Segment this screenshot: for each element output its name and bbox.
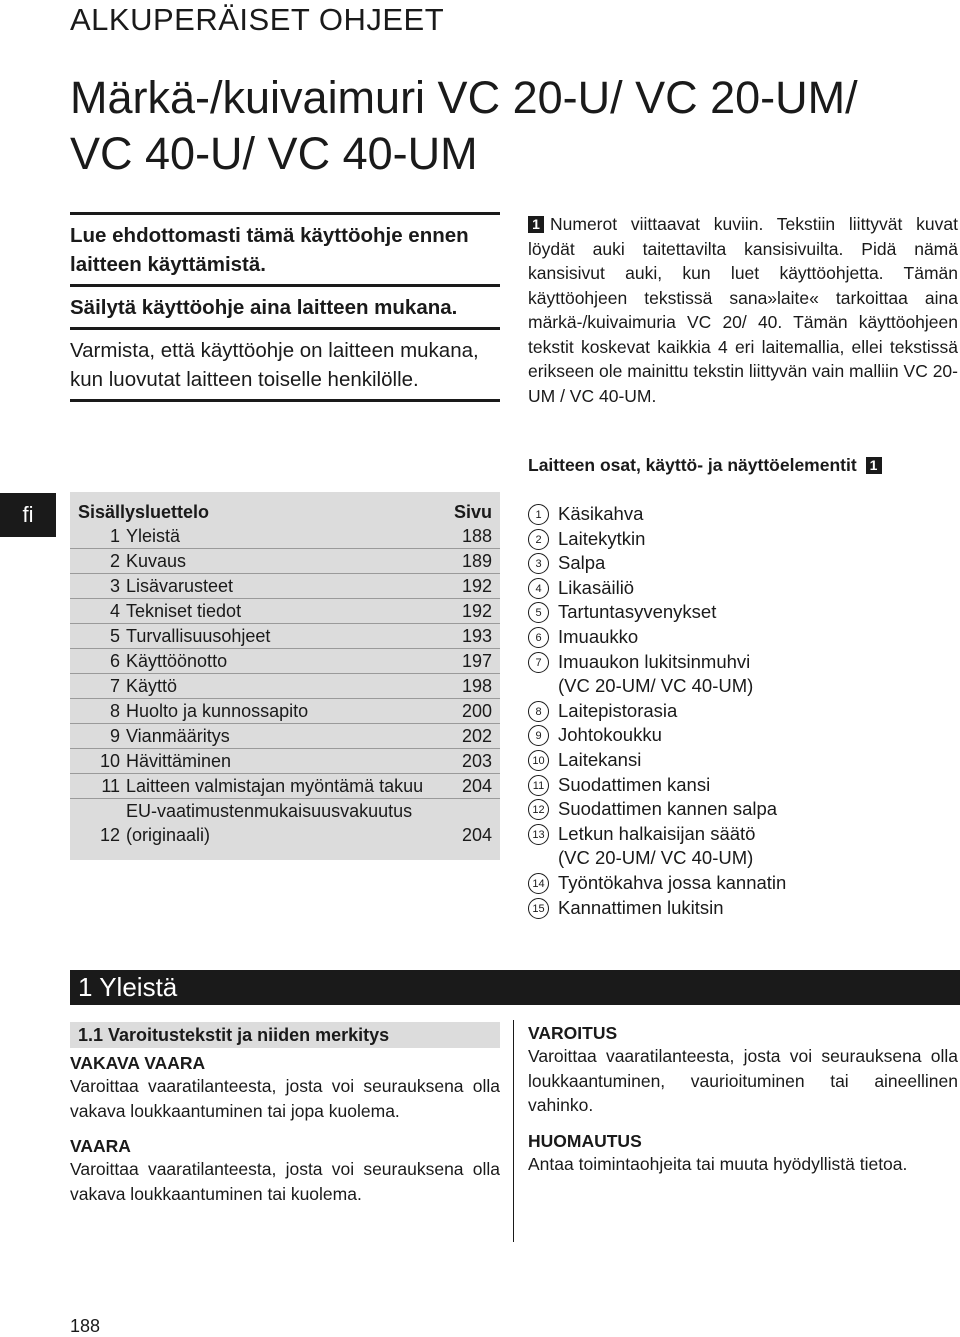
toc-entry-page: 197 <box>461 651 492 671</box>
parts-item-label: Likasäiliö <box>558 576 635 598</box>
parts-item-text <box>558 748 958 773</box>
parts-item-text <box>558 576 958 601</box>
warning-block <box>528 1022 958 1118</box>
parts-item-text <box>558 797 958 822</box>
figure-note <box>528 212 958 408</box>
parts-item-label: Laitekansi <box>558 748 642 770</box>
parts-item-label: Työntökahva jossa kannatin <box>558 871 787 893</box>
header-label: ALKUPERÄISET OHJEET <box>70 2 445 37</box>
warning-text: Varoittaa vaaratilanteesta, josta voi seurauksena olla vakava loukkaantuminen tai kuolema. <box>70 1159 500 1204</box>
circled-number: 1 <box>528 504 549 525</box>
language-tab: fi <box>0 493 56 537</box>
toc-entry-title: Kuvaus <box>126 551 187 571</box>
toc-entry-number: 9 <box>109 726 120 746</box>
toc-entry-page: 192 <box>461 601 492 621</box>
toc-entry-number: 1 <box>109 526 120 546</box>
toc-row <box>70 599 500 624</box>
parts-item-label: Laitepistorasia <box>558 699 678 721</box>
toc-entry-title: Tekniset tiedot <box>126 601 242 621</box>
circled-number: 8 <box>528 701 549 722</box>
warning-text: Varoittaa vaaratilanteesta, josta voi seurauksena olla loukkaantuminen, vaurioituminen tai aineellinen vahinko. <box>528 1046 958 1115</box>
parts-item-label: Suodattimen kannen salpa <box>558 798 778 820</box>
toc-entry-number: 6 <box>109 651 120 671</box>
toc-entry-page: 204 <box>461 776 492 796</box>
parts-list-item <box>528 600 958 625</box>
toc-entry-page: 193 <box>461 626 492 646</box>
toc-entry-title: Käyttö <box>126 676 178 696</box>
circled-number: 15 <box>528 898 549 919</box>
figure-note-text: Numerot viittaavat kuviin. Tekstiin liittyvät kuvat löydät auki taitettavilta kansisivuilta. Pidä nämä kansisivut auki, kun luet käyttöohjetta. Tämän käyttöohjeen tekstissä sana»laite« tarkoittaa aina märkä-/kuivaimuria VC 20/ 40. Tämän käyttöohjeen tekstit koskevat kaikkia 4 eri laitemallia, ellei tekstissä erikseen ole mainittu tekstin liittyvän vain malliin VC 20-UM / VC 40-UM. <box>528 214 958 406</box>
parts-item-text <box>558 896 958 921</box>
parts-list-item <box>528 551 958 576</box>
toc-row <box>70 799 500 847</box>
parts-item-label: Imuaukon lukitsinmuhvi <box>558 650 751 672</box>
toc-entry-title: Lisävarusteet <box>126 576 234 596</box>
circled-number: 5 <box>528 602 549 623</box>
parts-list-item <box>528 527 958 552</box>
circled-number: 14 <box>528 873 549 894</box>
toc-entry-number: 11 <box>101 776 120 796</box>
toc-rows <box>70 524 500 847</box>
toc-row <box>70 524 500 549</box>
warning-block <box>70 1135 500 1206</box>
circled-number: 11 <box>528 775 549 796</box>
toc-entry-title: Käyttöönotto <box>126 651 228 671</box>
toc-entry-title: Yleistä <box>126 526 181 546</box>
parts-item-text <box>558 650 958 699</box>
warning-block <box>70 1052 500 1123</box>
parts-item-label: Salpa <box>558 552 606 574</box>
toc-entry-number: 8 <box>109 701 120 721</box>
parts-item-label: Tartuntasyvenykset <box>558 601 717 623</box>
warning-title: HUOMAUTUS <box>528 1130 642 1151</box>
parts-item-label: Käsikahva <box>558 503 644 524</box>
toc-entry-number: 4 <box>109 601 120 621</box>
toc-entry-page: 203 <box>461 751 492 771</box>
parts-item-text <box>558 502 958 527</box>
warning-text: Antaa toimintaohjeita tai muuta hyödyllistä tietoa. <box>528 1153 908 1174</box>
parts-list-item <box>528 625 958 650</box>
intro-keep-manual: Säilytä käyttöohje aina laitteen mukana. <box>70 296 458 319</box>
toc-entry-page: 198 <box>461 676 492 696</box>
parts-item-text <box>558 551 958 576</box>
parts-list-item <box>528 822 958 871</box>
toc-entry-title: Laitteen valmistajan myöntämä takuu <box>126 776 424 796</box>
circled-number: 3 <box>528 553 549 574</box>
toc-entry-page: 189 <box>461 551 492 571</box>
intro-hand-over: Varmista, että käyttöohje on laitteen mukana, kun luovutat laitteen toiselle henkilölle. <box>70 339 479 391</box>
warning-text: Varoittaa vaaratilanteesta, josta voi seurauksena olla vakava loukkaantuminen tai jopa kuolema. <box>70 1076 500 1121</box>
warning-title: VAARA <box>70 1136 131 1156</box>
parts-list-item <box>528 576 958 601</box>
toc-entry-page: 200 <box>461 701 492 721</box>
toc-entry-number: 2 <box>109 551 120 571</box>
parts-list <box>528 502 958 920</box>
toc-entry-title: EU-vaatimustenmukaisuusvakuutus (originaali) <box>126 801 413 845</box>
title-line-2: VC 40-U/ VC 40-UM <box>70 128 478 179</box>
toc-row <box>70 549 500 574</box>
parts-item-text <box>558 625 958 650</box>
toc-row <box>70 749 500 774</box>
parts-list-item <box>528 871 958 896</box>
toc-entry-number: 10 <box>99 751 120 771</box>
subsection-heading: 1.1 Varoitustekstit ja niiden merkitys <box>70 1022 500 1048</box>
intro-read-manual: Lue ehdottomasti tämä käyttöohje ennen laitteen käyttämistä. <box>70 224 469 276</box>
circled-number: 12 <box>528 799 549 820</box>
toc-entry-page: 188 <box>461 526 492 546</box>
page-title <box>70 70 950 182</box>
parts-item-note: (VC 20-UM/ VC 40-UM) <box>558 675 754 697</box>
warnings-right <box>528 1022 958 1188</box>
circled-number: 6 <box>528 627 549 648</box>
warning-title: VAROITUS <box>528 1023 618 1043</box>
toc-entry-page: 204 <box>461 825 492 845</box>
circled-number: 10 <box>528 750 549 771</box>
section-title: 1 Yleistä <box>70 970 960 1005</box>
toc-heading: Sisällysluettelo <box>78 502 210 522</box>
parts-item-label: Kannattimen lukitsin <box>558 896 724 918</box>
toc-entry-number: 5 <box>109 626 120 646</box>
parts-list-item <box>528 723 958 748</box>
toc-page-heading: Sivu <box>453 502 492 522</box>
parts-list-item <box>528 748 958 773</box>
parts-list-item <box>528 502 958 527</box>
parts-item-label: Johtokoukku <box>558 724 662 746</box>
warnings-left <box>70 1052 500 1218</box>
toc-entry-page: 202 <box>461 726 492 746</box>
circled-number: 2 <box>528 529 549 550</box>
circled-number: 9 <box>528 725 549 746</box>
toc-row <box>70 674 500 699</box>
toc-entry-number: 7 <box>109 676 120 696</box>
parts-item-text <box>558 871 958 896</box>
parts-heading <box>528 455 958 476</box>
page-number: 188 <box>70 1316 101 1336</box>
toc-entry-title: Turvallisuusohjeet <box>126 626 271 646</box>
parts-item-text <box>558 699 958 724</box>
table-of-contents <box>70 492 500 860</box>
parts-list-item <box>528 699 958 724</box>
toc-header <box>70 492 500 524</box>
toc-entry-number: 12 <box>99 825 120 845</box>
parts-item-text <box>558 773 958 798</box>
parts-item-note: (VC 20-UM/ VC 40-UM) <box>558 847 754 869</box>
parts-list-item <box>528 797 958 822</box>
figure-ref-badge: 1 <box>528 216 544 233</box>
parts-item-label: Laitekytkin <box>558 527 646 549</box>
toc-row <box>70 724 500 749</box>
warning-title: VAKAVA VAARA <box>70 1053 206 1073</box>
parts-item-label: Letkun halkaisijan säätö <box>558 822 756 844</box>
parts-heading-text: Laitteen osat, käyttö- ja näyttöelementit <box>528 455 857 475</box>
circled-number: 4 <box>528 578 549 599</box>
parts-list-item <box>528 650 958 699</box>
toc-entry-number: 3 <box>109 576 120 596</box>
parts-item-text <box>558 527 958 552</box>
parts-item-text <box>558 600 958 625</box>
parts-item-label: Imuaukko <box>558 625 639 647</box>
toc-row <box>70 624 500 649</box>
toc-row <box>70 649 500 674</box>
toc-entry-title: Hävittäminen <box>126 751 232 771</box>
toc-row <box>70 574 500 599</box>
column-divider <box>513 1020 514 1242</box>
parts-item-label: Suodattimen kansi <box>558 773 711 795</box>
parts-list-item <box>528 773 958 798</box>
toc-row <box>70 774 500 799</box>
circled-number: 13 <box>528 824 549 845</box>
title-line-1: Märkä-/kuivaimuri VC 20-U/ VC 20-UM/ <box>70 72 858 123</box>
intro-notice <box>70 212 500 402</box>
toc-entry-title: Vianmääritys <box>126 726 230 746</box>
parts-list-item <box>528 896 958 921</box>
toc-entry-title: Huolto ja kunnossapito <box>126 701 309 721</box>
parts-item-text <box>558 822 958 871</box>
toc-row <box>70 699 500 724</box>
figure-ref-badge: 1 <box>866 457 882 474</box>
parts-item-text <box>558 723 958 748</box>
warning-block <box>528 1130 958 1177</box>
toc-entry-page: 192 <box>461 576 492 596</box>
circled-number: 7 <box>528 652 549 673</box>
intro-rule <box>70 399 500 402</box>
